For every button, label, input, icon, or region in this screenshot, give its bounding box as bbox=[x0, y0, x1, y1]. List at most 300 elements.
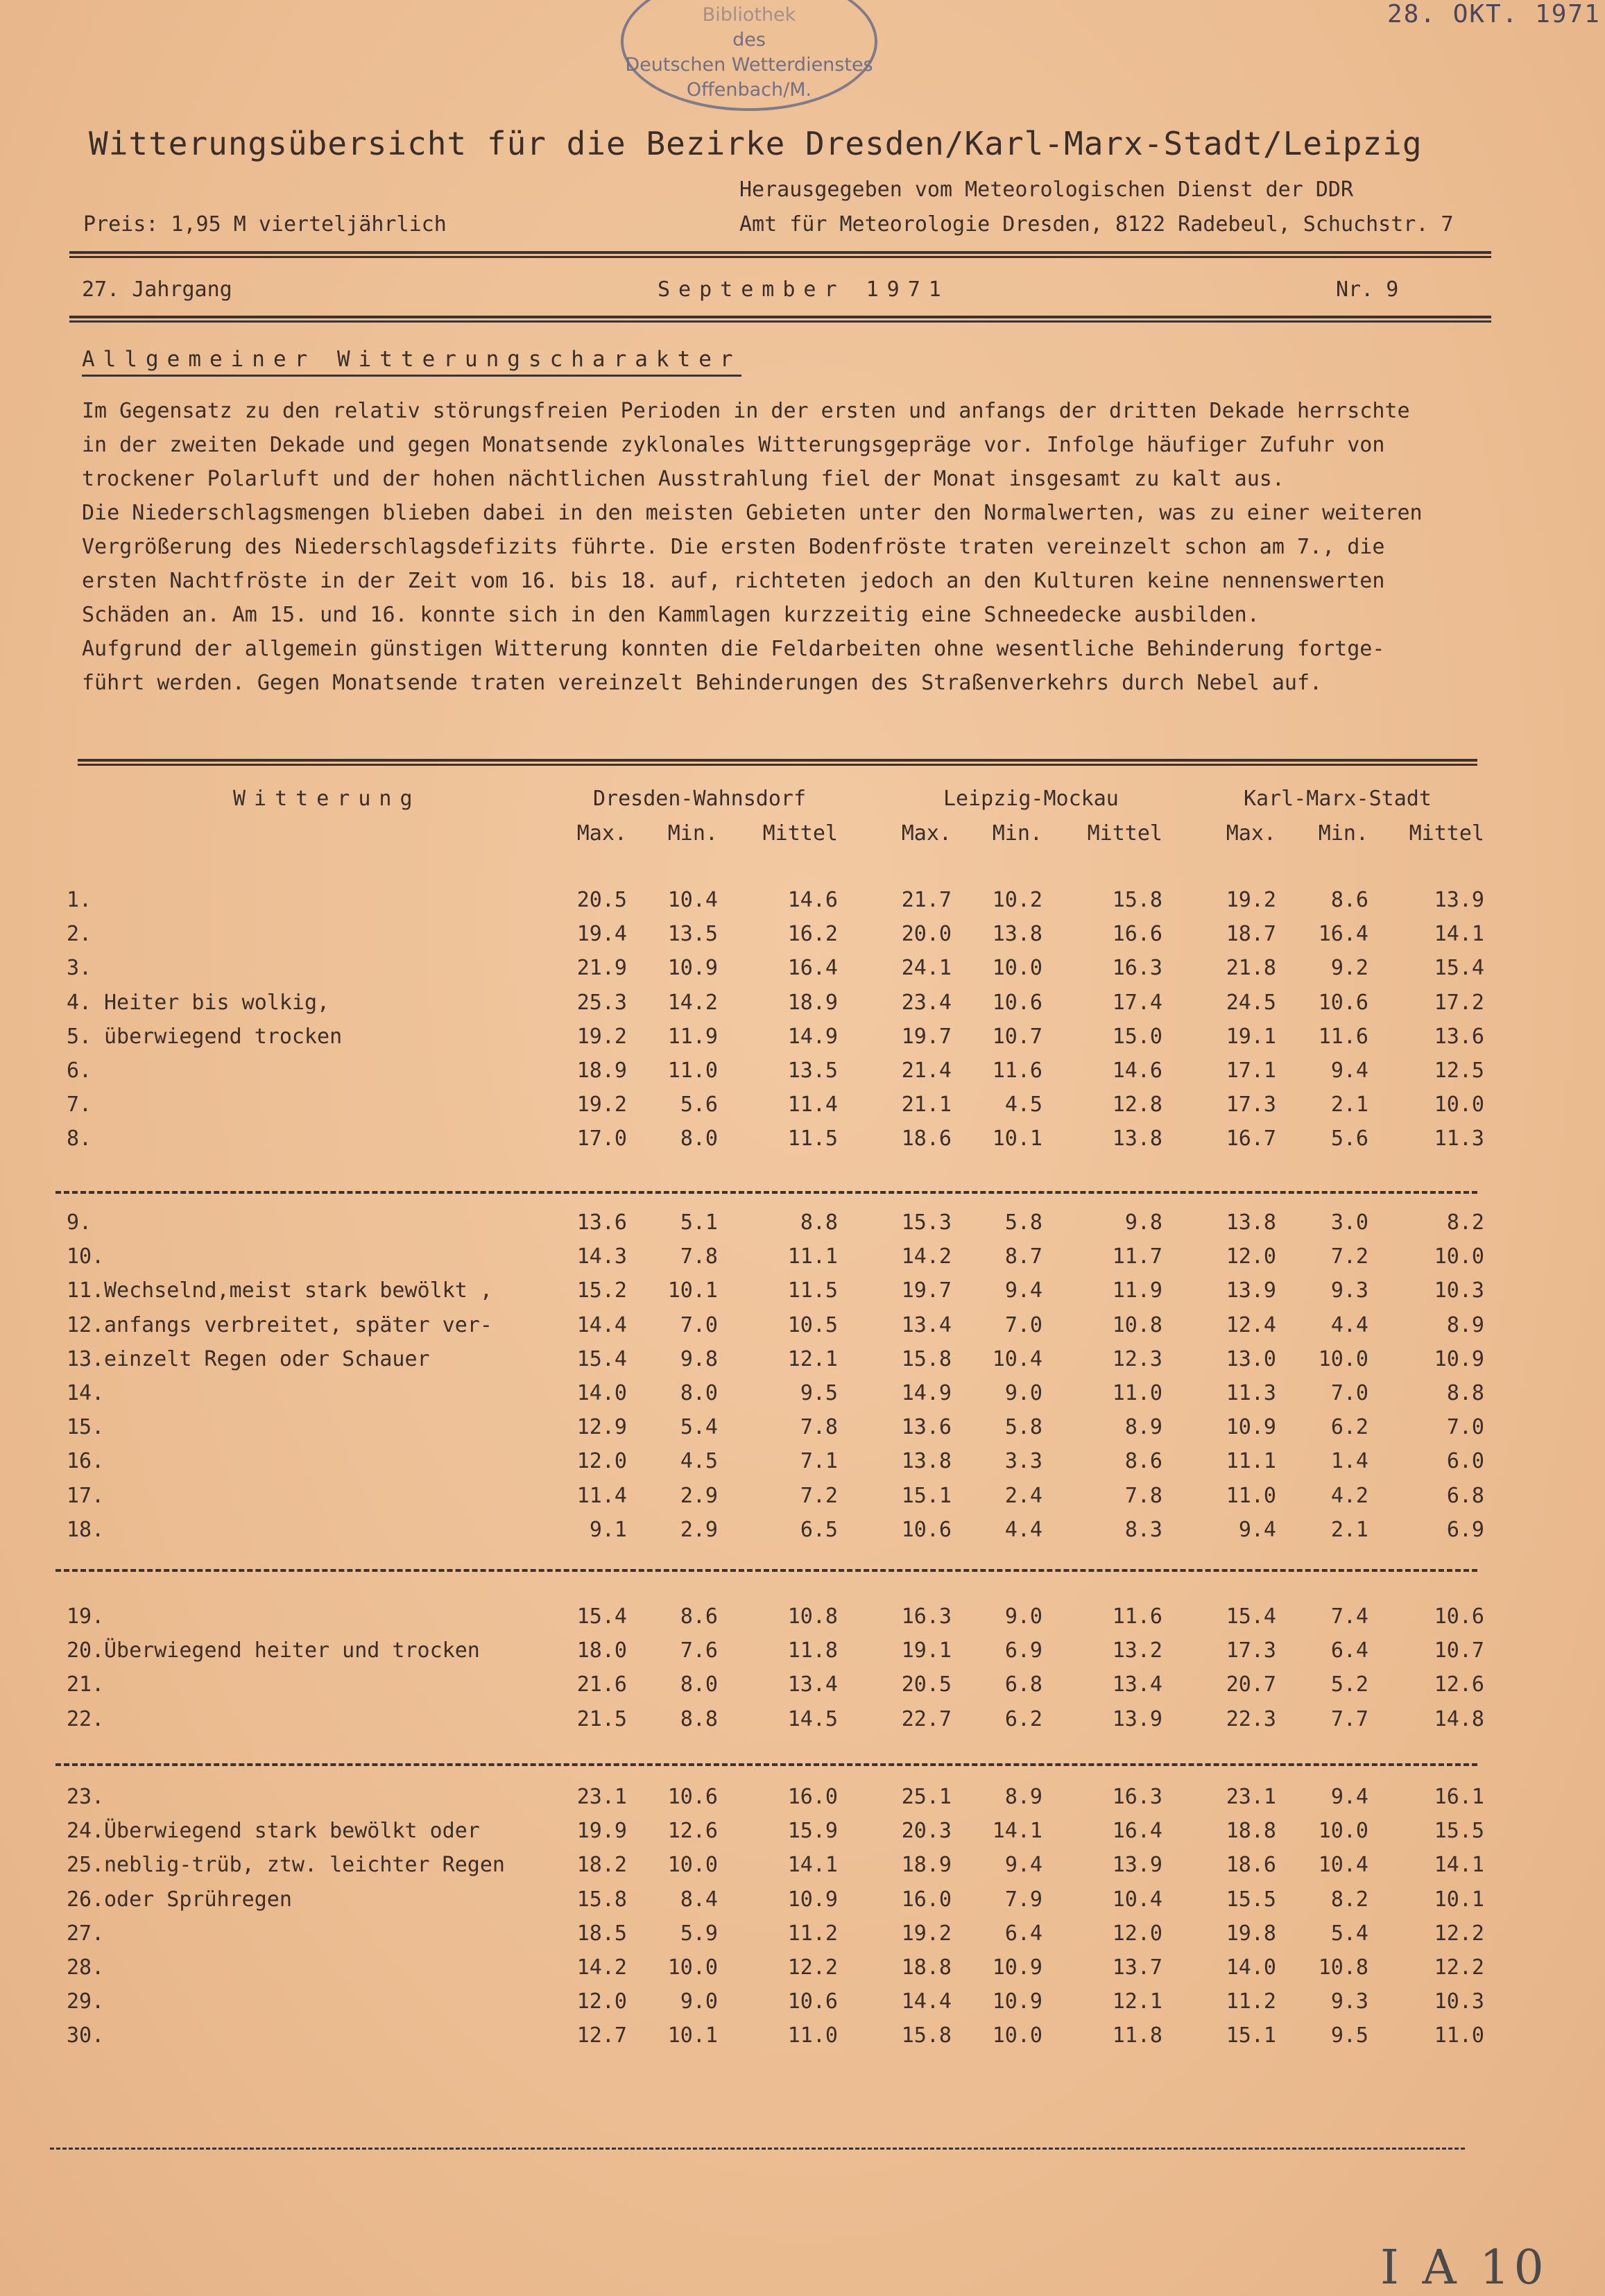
column-subheader: Min. bbox=[1318, 821, 1368, 846]
value-cell: 20.0 bbox=[901, 922, 952, 947]
value-cell: 18.7 bbox=[1226, 922, 1276, 947]
value-cell: 8.6 bbox=[1124, 1449, 1162, 1474]
value-cell: 16.0 bbox=[901, 1887, 952, 1912]
value-cell: 5.4 bbox=[1330, 1921, 1368, 1946]
value-cell: 10.9 bbox=[992, 1955, 1042, 1980]
value-cell: 12.5 bbox=[1434, 1059, 1484, 1083]
column-subheader: Min. bbox=[667, 821, 718, 846]
value-cell: 2.4 bbox=[1004, 1483, 1042, 1508]
value-cell: 9.8 bbox=[680, 1346, 718, 1371]
value-cell: 20.3 bbox=[901, 1819, 952, 1844]
paragraph-line: Schäden an. Am 15. und 16. konnte sich in den Kammlagen kurzzeitig eine Schneedecke ausbilden. bbox=[82, 603, 1260, 627]
value-cell: 14.2 bbox=[667, 990, 718, 1015]
day-cell: 19. bbox=[67, 1604, 105, 1629]
weather-description-cell: anfangs verbreitet, später ver- bbox=[104, 1312, 492, 1337]
value-cell: 11.6 bbox=[992, 1059, 1042, 1083]
value-cell: 9.0 bbox=[680, 1989, 718, 2014]
value-cell: 2.9 bbox=[680, 1483, 718, 1508]
stamp-line-1: Bibliothek bbox=[702, 4, 796, 26]
value-cell: 18.5 bbox=[576, 1921, 627, 1946]
value-cell: 14.9 bbox=[787, 1024, 838, 1049]
day-cell: 28. bbox=[67, 1955, 105, 1980]
value-cell: 3.0 bbox=[1330, 1210, 1368, 1235]
table-row bbox=[0, 1887, 1605, 1922]
value-cell: 10.7 bbox=[1434, 1638, 1484, 1663]
value-cell: 11.8 bbox=[787, 1638, 838, 1663]
value-cell: 14.3 bbox=[576, 1244, 627, 1269]
value-cell: 6.8 bbox=[1446, 1483, 1484, 1508]
table-row bbox=[0, 1853, 1605, 1887]
table-row bbox=[0, 922, 1605, 957]
value-cell: 7.6 bbox=[680, 1638, 718, 1663]
value-cell: 13.9 bbox=[1226, 1278, 1276, 1303]
day-cell: 9. bbox=[67, 1210, 92, 1235]
table-row bbox=[0, 1025, 1605, 1059]
value-cell: 13.8 bbox=[992, 922, 1042, 947]
weather-column-header: Witterung bbox=[233, 787, 421, 811]
table-row bbox=[0, 1381, 1605, 1416]
value-cell: 9.0 bbox=[1004, 1381, 1042, 1405]
value-cell: 14.9 bbox=[901, 1381, 952, 1405]
value-cell: 16.1 bbox=[1434, 1785, 1484, 1809]
table-row bbox=[0, 1785, 1605, 1819]
value-cell: 11.9 bbox=[1112, 1278, 1162, 1303]
value-cell: 10.3 bbox=[1434, 1989, 1484, 2014]
value-cell: 10.2 bbox=[992, 888, 1042, 912]
day-cell: 4. bbox=[67, 990, 92, 1015]
table-row bbox=[0, 991, 1605, 1025]
page-title: Witterungsübersicht für die Bezirke Dresden/Karl-Marx-Stadt/Leipzig bbox=[89, 125, 1423, 162]
value-cell: 7.2 bbox=[1330, 1244, 1368, 1269]
day-cell: 13. bbox=[67, 1346, 105, 1371]
value-cell: 7.2 bbox=[800, 1483, 838, 1508]
day-cell: 1. bbox=[67, 888, 92, 912]
value-cell: 10.0 bbox=[667, 1955, 718, 1980]
value-cell: 6.4 bbox=[1004, 1921, 1042, 1946]
weather-description-cell: überwiegend trocken bbox=[104, 1024, 343, 1049]
value-cell: 11.7 bbox=[1112, 1244, 1162, 1269]
value-cell: 14.4 bbox=[576, 1312, 627, 1337]
value-cell: 21.8 bbox=[1226, 956, 1276, 981]
value-cell: 7.8 bbox=[800, 1415, 838, 1440]
value-cell: 9.4 bbox=[1238, 1517, 1276, 1542]
value-cell: 12.2 bbox=[1434, 1955, 1484, 1980]
value-cell: 9.3 bbox=[1330, 1989, 1368, 2014]
value-cell: 8.3 bbox=[1124, 1517, 1162, 1542]
value-cell: 11.3 bbox=[1434, 1126, 1484, 1151]
value-cell: 14.1 bbox=[1434, 922, 1484, 947]
value-cell: 2.1 bbox=[1330, 1517, 1368, 1542]
value-cell: 11.9 bbox=[667, 1024, 718, 1049]
value-cell: 14.8 bbox=[1434, 1706, 1484, 1731]
day-cell: 20. bbox=[67, 1638, 105, 1663]
value-cell: 14.0 bbox=[576, 1381, 627, 1405]
value-cell: 13.9 bbox=[1112, 1706, 1162, 1731]
value-cell: 11.8 bbox=[1112, 2023, 1162, 2048]
value-cell: 10.9 bbox=[992, 1989, 1042, 2014]
value-cell: 9.2 bbox=[1330, 956, 1368, 981]
value-cell: 12.6 bbox=[1434, 1672, 1484, 1697]
value-cell: 5.6 bbox=[1330, 1126, 1368, 1151]
value-cell: 13.5 bbox=[787, 1059, 838, 1083]
value-cell: 13.4 bbox=[787, 1672, 838, 1697]
value-cell: 14.1 bbox=[787, 1853, 838, 1878]
value-cell: 12.0 bbox=[576, 1989, 627, 2014]
day-cell: 21. bbox=[67, 1672, 105, 1697]
day-cell: 3. bbox=[67, 956, 92, 981]
value-cell: 21.4 bbox=[901, 1059, 952, 1083]
value-cell: 9.4 bbox=[1004, 1278, 1042, 1303]
day-cell: 14. bbox=[67, 1381, 105, 1405]
day-cell: 22. bbox=[67, 1706, 105, 1731]
value-cell: 19.7 bbox=[901, 1278, 952, 1303]
day-cell: 12. bbox=[67, 1312, 105, 1337]
value-cell: 10.9 bbox=[787, 1887, 838, 1912]
value-cell: 6.5 bbox=[800, 1517, 838, 1542]
value-cell: 9.5 bbox=[800, 1381, 838, 1405]
value-cell: 10.9 bbox=[1226, 1415, 1276, 1440]
value-cell: 10.6 bbox=[901, 1517, 952, 1542]
value-cell: 13.9 bbox=[1112, 1853, 1162, 1878]
table-row bbox=[0, 2023, 1605, 2058]
value-cell: 9.4 bbox=[1330, 1785, 1368, 1809]
value-cell: 12.0 bbox=[1226, 1244, 1276, 1269]
table-row bbox=[0, 1244, 1605, 1279]
day-cell: 29. bbox=[67, 1989, 105, 2014]
value-cell: 20.5 bbox=[901, 1672, 952, 1697]
day-cell: 2. bbox=[67, 922, 92, 947]
value-cell: 12.2 bbox=[787, 1955, 838, 1980]
value-cell: 11.6 bbox=[1318, 1024, 1368, 1049]
value-cell: 13.9 bbox=[1434, 888, 1484, 912]
value-cell: 11.1 bbox=[1226, 1449, 1276, 1474]
value-cell: 15.0 bbox=[1112, 1024, 1162, 1049]
value-cell: 10.5 bbox=[787, 1312, 838, 1337]
value-cell: 13.8 bbox=[1226, 1210, 1276, 1235]
value-cell: 13.2 bbox=[1112, 1638, 1162, 1663]
table-row bbox=[0, 1672, 1605, 1707]
value-cell: 22.3 bbox=[1226, 1706, 1276, 1731]
paragraph-line: ersten Nachtfröste in der Zeit vom 16. bis 18. auf, richteten jedoch an den Kulturen keine nennenswerten bbox=[82, 569, 1385, 593]
value-cell: 12.1 bbox=[1112, 1989, 1162, 2014]
value-cell: 10.0 bbox=[1318, 1346, 1368, 1371]
value-cell: 4.4 bbox=[1004, 1517, 1042, 1542]
received-date-stamp: 28. OKT. 1971 bbox=[1387, 0, 1601, 28]
table-row bbox=[0, 1278, 1605, 1313]
value-cell: 17.4 bbox=[1112, 990, 1162, 1015]
value-cell: 18.9 bbox=[901, 1853, 952, 1878]
value-cell: 13.6 bbox=[901, 1415, 952, 1440]
value-cell: 10.6 bbox=[667, 1785, 718, 1809]
value-cell: 18.9 bbox=[576, 1059, 627, 1083]
value-cell: 19.7 bbox=[901, 1024, 952, 1049]
value-cell: 21.7 bbox=[901, 888, 952, 912]
value-cell: 18.8 bbox=[1226, 1819, 1276, 1844]
table-row bbox=[0, 1449, 1605, 1484]
value-cell: 10.1 bbox=[1434, 1887, 1484, 1912]
value-cell: 10.6 bbox=[1318, 990, 1368, 1015]
value-cell: 12.8 bbox=[1112, 1093, 1162, 1117]
value-cell: 11.1 bbox=[787, 1244, 838, 1269]
value-cell: 16.2 bbox=[787, 922, 838, 947]
table-row bbox=[0, 1313, 1605, 1348]
value-cell: 11.4 bbox=[576, 1483, 627, 1508]
paragraph-line: Vergrößerung des Niederschlagsdefizits führte. Die ersten Bodenfröste traten vereinzelt schon am 7., die bbox=[82, 535, 1385, 559]
value-cell: 21.1 bbox=[901, 1093, 952, 1117]
value-cell: 23.4 bbox=[901, 990, 952, 1015]
value-cell: 19.1 bbox=[901, 1638, 952, 1663]
value-cell: 18.6 bbox=[1226, 1853, 1276, 1878]
value-cell: 15.3 bbox=[901, 1210, 952, 1235]
volume: 27. Jahrgang bbox=[82, 277, 232, 302]
value-cell: 21.9 bbox=[576, 956, 627, 981]
value-cell: 8.2 bbox=[1446, 1210, 1484, 1235]
value-cell: 10.4 bbox=[1318, 1853, 1368, 1878]
value-cell: 6.0 bbox=[1446, 1449, 1484, 1474]
value-cell: 10.9 bbox=[667, 956, 718, 981]
value-cell: 13.4 bbox=[901, 1312, 952, 1337]
value-cell: 15.1 bbox=[901, 1483, 952, 1508]
value-cell: 14.5 bbox=[787, 1706, 838, 1731]
column-subheader: Mittel bbox=[762, 821, 838, 846]
value-cell: 9.5 bbox=[1330, 2023, 1368, 2048]
value-cell: 9.4 bbox=[1330, 1059, 1368, 1083]
value-cell: 10.6 bbox=[992, 990, 1042, 1015]
value-cell: 15.4 bbox=[1434, 956, 1484, 981]
value-cell: 15.5 bbox=[1434, 1819, 1484, 1844]
value-cell: 7.0 bbox=[1446, 1415, 1484, 1440]
table-row bbox=[0, 1484, 1605, 1518]
value-cell: 2.9 bbox=[680, 1517, 718, 1542]
value-cell: 11.0 bbox=[667, 1059, 718, 1083]
value-cell: 6.2 bbox=[1330, 1415, 1368, 1440]
value-cell: 12.3 bbox=[1112, 1346, 1162, 1371]
value-cell: 15.8 bbox=[576, 1887, 627, 1912]
value-cell: 8.9 bbox=[1446, 1312, 1484, 1337]
value-cell: 12.2 bbox=[1434, 1921, 1484, 1946]
day-cell: 16. bbox=[67, 1449, 105, 1474]
weather-description-cell: Überwiegend heiter und trocken bbox=[104, 1638, 480, 1663]
value-cell: 11.2 bbox=[1226, 1989, 1276, 2014]
value-cell: 15.5 bbox=[1226, 1887, 1276, 1912]
station-header-kms: Karl-Marx-Stadt bbox=[1244, 787, 1432, 811]
value-cell: 11.5 bbox=[787, 1278, 838, 1303]
value-cell: 5.9 bbox=[680, 1921, 718, 1946]
value-cell: 21.5 bbox=[576, 1706, 627, 1731]
value-cell: 2.1 bbox=[1330, 1093, 1368, 1117]
day-cell: 5. bbox=[67, 1024, 92, 1049]
value-cell: 10.6 bbox=[1434, 1604, 1484, 1629]
value-cell: 16.7 bbox=[1226, 1126, 1276, 1151]
value-cell: 7.9 bbox=[1004, 1887, 1042, 1912]
header-rule-top-2 bbox=[69, 256, 1491, 258]
value-cell: 15.8 bbox=[1112, 888, 1162, 912]
value-cell: 10.0 bbox=[992, 956, 1042, 981]
table-row bbox=[0, 1415, 1605, 1450]
value-cell: 17.3 bbox=[1226, 1638, 1276, 1663]
value-cell: 8.9 bbox=[1004, 1785, 1042, 1809]
header-rule-bottom bbox=[69, 316, 1491, 318]
stamp-line-3: Deutschen Wetterdienstes bbox=[625, 54, 873, 76]
value-cell: 11.2 bbox=[787, 1921, 838, 1946]
value-cell: 8.2 bbox=[1330, 1887, 1368, 1912]
value-cell: 5.2 bbox=[1330, 1672, 1368, 1697]
group-separator bbox=[55, 1569, 1477, 1572]
day-cell: 18. bbox=[67, 1517, 105, 1542]
value-cell: 18.6 bbox=[901, 1126, 952, 1151]
day-cell: 30. bbox=[67, 2023, 105, 2048]
value-cell: 19.1 bbox=[1226, 1024, 1276, 1049]
value-cell: 15.4 bbox=[576, 1604, 627, 1629]
value-cell: 16.4 bbox=[1318, 922, 1368, 947]
value-cell: 23.1 bbox=[1226, 1785, 1276, 1809]
value-cell: 18.0 bbox=[576, 1638, 627, 1663]
value-cell: 6.9 bbox=[1004, 1638, 1042, 1663]
paragraph-line: Aufgrund der allgemein günstigen Witterung konnten die Feldarbeiten ohne wesentliche Behinderung fortge- bbox=[82, 637, 1385, 661]
table-rule-top bbox=[78, 759, 1477, 762]
value-cell: 10.9 bbox=[1434, 1346, 1484, 1371]
value-cell: 12.0 bbox=[1112, 1921, 1162, 1946]
value-cell: 14.1 bbox=[1434, 1853, 1484, 1878]
table-row bbox=[0, 1638, 1605, 1673]
paragraph-line: führt werden. Gegen Monatsende traten vereinzelt Behinderungen des Straßenverkehrs durch Nebel auf. bbox=[82, 671, 1323, 695]
value-cell: 14.6 bbox=[787, 888, 838, 912]
day-cell: 27. bbox=[67, 1921, 105, 1946]
value-cell: 10.0 bbox=[1318, 1819, 1368, 1844]
value-cell: 7.4 bbox=[1330, 1604, 1368, 1629]
day-cell: 6. bbox=[67, 1059, 92, 1083]
table-row bbox=[0, 1819, 1605, 1853]
value-cell: 13.6 bbox=[576, 1210, 627, 1235]
group-separator bbox=[55, 1191, 1477, 1194]
issue-month: September 1971 bbox=[658, 277, 950, 302]
section-heading: Allgemeiner Witterungscharakter bbox=[82, 347, 741, 377]
day-cell: 15. bbox=[67, 1415, 105, 1440]
value-cell: 24.1 bbox=[901, 956, 952, 981]
weather-description-cell: neblig-trüb, ztw. leichter Regen bbox=[104, 1853, 505, 1878]
stamp-line-4: Offenbach/M. bbox=[686, 79, 812, 101]
value-cell: 10.0 bbox=[1434, 1244, 1484, 1269]
value-cell: 5.6 bbox=[680, 1093, 718, 1117]
value-cell: 6.4 bbox=[1330, 1638, 1368, 1663]
value-cell: 8.8 bbox=[800, 1210, 838, 1235]
value-cell: 4.2 bbox=[1330, 1483, 1368, 1508]
value-cell: 11.3 bbox=[1226, 1381, 1276, 1405]
value-cell: 16.4 bbox=[1112, 1819, 1162, 1844]
value-cell: 8.6 bbox=[680, 1604, 718, 1629]
table-row bbox=[0, 1093, 1605, 1127]
table-row bbox=[0, 1921, 1605, 1956]
value-cell: 14.0 bbox=[1226, 1955, 1276, 1980]
value-cell: 7.7 bbox=[1330, 1706, 1368, 1731]
value-cell: 16.4 bbox=[787, 956, 838, 981]
value-cell: 13.4 bbox=[1112, 1672, 1162, 1697]
table-row bbox=[0, 1059, 1605, 1093]
value-cell: 19.2 bbox=[1226, 888, 1276, 912]
value-cell: 17.1 bbox=[1226, 1059, 1276, 1083]
header-rule-bottom-2 bbox=[69, 320, 1491, 323]
value-cell: 11.0 bbox=[1112, 1381, 1162, 1405]
value-cell: 8.9 bbox=[1124, 1415, 1162, 1440]
value-cell: 19.4 bbox=[576, 922, 627, 947]
value-cell: 20.5 bbox=[576, 888, 627, 912]
table-row bbox=[0, 1604, 1605, 1639]
publisher-line-1: Herausgegeben vom Meteorologischen Dienst der DDR bbox=[739, 178, 1354, 202]
value-cell: 8.0 bbox=[680, 1381, 718, 1405]
value-cell: 15.8 bbox=[901, 1346, 952, 1371]
value-cell: 4.5 bbox=[680, 1449, 718, 1474]
value-cell: 15.9 bbox=[787, 1819, 838, 1844]
paragraph-line: Im Gegensatz zu den relativ störungsfreien Perioden in der ersten und anfangs der dritten Dekade herrschte bbox=[82, 399, 1410, 423]
table-row bbox=[0, 956, 1605, 991]
table-rule-bottom bbox=[50, 2148, 1465, 2150]
value-cell: 11.4 bbox=[787, 1093, 838, 1117]
value-cell: 10.1 bbox=[667, 1278, 718, 1303]
value-cell: 22.7 bbox=[901, 1706, 952, 1731]
column-subheader: Max. bbox=[576, 821, 627, 846]
value-cell: 10.7 bbox=[992, 1024, 1042, 1049]
value-cell: 13.5 bbox=[667, 922, 718, 947]
header-rule-top bbox=[69, 251, 1491, 254]
value-cell: 10.0 bbox=[992, 2023, 1042, 2048]
value-cell: 9.8 bbox=[1124, 1210, 1162, 1235]
value-cell: 5.8 bbox=[1004, 1415, 1042, 1440]
value-cell: 16.3 bbox=[901, 1604, 952, 1629]
value-cell: 10.1 bbox=[667, 2023, 718, 2048]
value-cell: 12.0 bbox=[576, 1449, 627, 1474]
table-row bbox=[0, 1126, 1605, 1161]
station-header-leipzig: Leipzig-Mockau bbox=[943, 787, 1119, 811]
table-row bbox=[0, 1955, 1605, 1990]
value-cell: 11.5 bbox=[787, 1126, 838, 1151]
value-cell: 10.6 bbox=[787, 1989, 838, 2014]
value-cell: 17.0 bbox=[576, 1126, 627, 1151]
value-cell: 6.8 bbox=[1004, 1672, 1042, 1697]
value-cell: 7.0 bbox=[680, 1312, 718, 1337]
day-cell: 17. bbox=[67, 1483, 105, 1508]
column-subheader: Mittel bbox=[1087, 821, 1162, 846]
value-cell: 8.7 bbox=[1004, 1244, 1042, 1269]
value-cell: 15.1 bbox=[1226, 2023, 1276, 2048]
price: Preis: 1,95 M vierteljährlich bbox=[83, 212, 447, 237]
value-cell: 17.3 bbox=[1226, 1093, 1276, 1117]
handwritten-note: I A 10 bbox=[1380, 2241, 1548, 2295]
value-cell: 10.8 bbox=[1112, 1312, 1162, 1337]
value-cell: 8.0 bbox=[680, 1672, 718, 1697]
value-cell: 19.9 bbox=[576, 1819, 627, 1844]
value-cell: 7.8 bbox=[1124, 1483, 1162, 1508]
value-cell: 15.2 bbox=[576, 1278, 627, 1303]
value-cell: 8.4 bbox=[680, 1887, 718, 1912]
paragraph-line: Die Niederschlagsmengen blieben dabei in den meisten Gebieten unter den Normalwerten, was zu einer weiteren bbox=[82, 501, 1423, 525]
value-cell: 9.4 bbox=[1004, 1853, 1042, 1878]
value-cell: 13.8 bbox=[901, 1449, 952, 1474]
value-cell: 14.2 bbox=[901, 1244, 952, 1269]
value-cell: 11.0 bbox=[1226, 1483, 1276, 1508]
value-cell: 24.5 bbox=[1226, 990, 1276, 1015]
value-cell: 10.1 bbox=[992, 1126, 1042, 1151]
summary-paragraph bbox=[82, 394, 1434, 700]
value-cell: 10.3 bbox=[1434, 1278, 1484, 1303]
column-subheader: Max. bbox=[901, 821, 952, 846]
day-cell: 8. bbox=[67, 1126, 92, 1151]
value-cell: 5.4 bbox=[680, 1415, 718, 1440]
group-separator bbox=[55, 1763, 1477, 1766]
day-cell: 10. bbox=[67, 1244, 105, 1269]
value-cell: 16.0 bbox=[787, 1785, 838, 1809]
value-cell: 12.7 bbox=[576, 2023, 627, 2048]
day-cell: 7. bbox=[67, 1093, 92, 1117]
